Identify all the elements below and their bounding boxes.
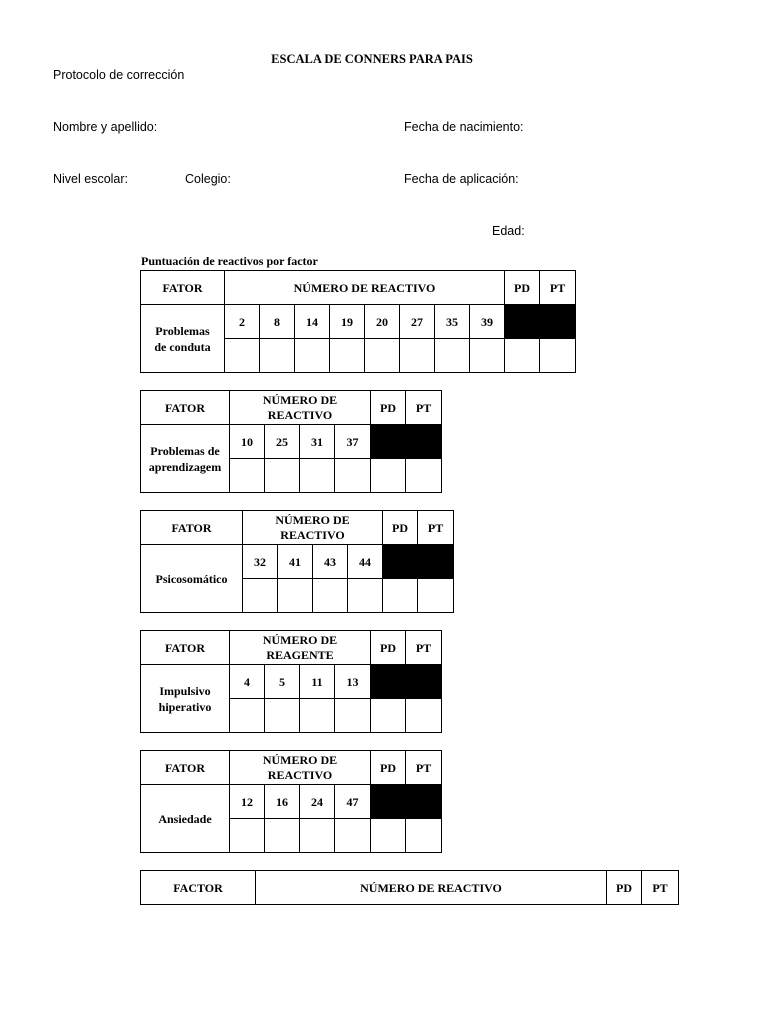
score-cell[interactable]: [225, 339, 260, 373]
item-number: 47: [335, 785, 371, 819]
item-number: 5: [265, 665, 300, 699]
age-field-label: Edad:: [492, 224, 525, 238]
header-pd: PD: [383, 511, 418, 545]
score-cell[interactable]: [335, 819, 371, 853]
score-cell[interactable]: [365, 339, 400, 373]
application-date-field-label: Fecha de aplicación:: [404, 172, 519, 186]
header-pt: PT: [642, 871, 679, 905]
item-number: 24: [300, 785, 335, 819]
header-factor: FATOR: [141, 511, 243, 545]
item-number: 20: [365, 305, 400, 339]
shaded-cell: [505, 305, 540, 339]
score-cell[interactable]: [335, 699, 371, 733]
header-item-numbers: NÚMERO DE REACTIVO: [225, 271, 505, 305]
item-number: 37: [335, 425, 371, 459]
score-cell[interactable]: [295, 339, 330, 373]
item-number: 27: [400, 305, 435, 339]
pd-score-cell[interactable]: [371, 819, 406, 853]
item-number: 19: [330, 305, 365, 339]
score-cell[interactable]: [348, 579, 383, 613]
score-cell[interactable]: [265, 819, 300, 853]
item-number: 12: [230, 785, 265, 819]
item-number: 41: [278, 545, 313, 579]
shaded-cell: [406, 665, 442, 699]
score-cell[interactable]: [230, 819, 265, 853]
factor-table-anxiety: [140, 750, 442, 853]
item-number: 43: [313, 545, 348, 579]
header-factor: FATOR: [141, 631, 230, 665]
factor-table-conduct: [140, 270, 576, 373]
item-number: 39: [470, 305, 505, 339]
item-number: 4: [230, 665, 265, 699]
item-number: 35: [435, 305, 470, 339]
score-cell[interactable]: [335, 459, 371, 493]
pt-score-cell[interactable]: [406, 699, 442, 733]
factor-name: Problemas de aprendizagem: [141, 425, 230, 493]
score-cell[interactable]: [243, 579, 278, 613]
item-number: 10: [230, 425, 265, 459]
shaded-cell: [371, 425, 406, 459]
score-cell[interactable]: [400, 339, 435, 373]
factor-table-learning: [140, 390, 442, 493]
score-cell[interactable]: [313, 579, 348, 613]
shaded-cell: [383, 545, 418, 579]
pd-score-cell[interactable]: [505, 339, 540, 373]
item-number: 16: [265, 785, 300, 819]
header-factor: FACTOR: [141, 871, 256, 905]
score-cell[interactable]: [260, 339, 295, 373]
shaded-cell: [371, 785, 406, 819]
section-title: Puntuación de reactivos por factor: [141, 254, 318, 268]
item-number: 11: [300, 665, 335, 699]
document-title: ESCALA DE CONNERS PARA PAIS: [271, 52, 473, 66]
header-pd: PD: [607, 871, 642, 905]
score-cell[interactable]: [300, 459, 335, 493]
shaded-cell: [540, 305, 576, 339]
item-number: 14: [295, 305, 330, 339]
factor-table-header-only: [140, 870, 679, 905]
name-field-label: Nombre y apellido:: [53, 120, 158, 134]
header-item-numbers: NÚMERO DE REACTIVO: [256, 871, 607, 905]
header-item-numbers: NÚMERO DE REACTIVO: [243, 511, 383, 545]
shaded-cell: [418, 545, 454, 579]
item-number: 31: [300, 425, 335, 459]
item-number: 25: [265, 425, 300, 459]
header-factor: FATOR: [141, 271, 225, 305]
score-cell[interactable]: [278, 579, 313, 613]
factor-name: Impulsivo hiperativo: [141, 665, 230, 733]
pt-score-cell[interactable]: [418, 579, 454, 613]
score-cell[interactable]: [230, 459, 265, 493]
item-number: 32: [243, 545, 278, 579]
school-level-field-label: Nivel escolar:: [53, 172, 129, 186]
factor-name: Problemas de conduta: [141, 305, 225, 373]
pd-score-cell[interactable]: [383, 579, 418, 613]
score-cell[interactable]: [265, 459, 300, 493]
shaded-cell: [371, 665, 406, 699]
score-cell[interactable]: [265, 699, 300, 733]
pt-score-cell[interactable]: [406, 459, 442, 493]
score-cell[interactable]: [330, 339, 365, 373]
item-number: 44: [348, 545, 383, 579]
shaded-cell: [406, 425, 442, 459]
header-pt: PT: [406, 751, 442, 785]
header-pt: PT: [406, 391, 442, 425]
shaded-cell: [406, 785, 442, 819]
item-number: 13: [335, 665, 371, 699]
header-item-numbers: NÚMERO DE REACTIVO: [230, 391, 371, 425]
pt-score-cell[interactable]: [540, 339, 576, 373]
factor-table-psychosomatic: [140, 510, 454, 613]
header-item-numbers: NÚMERO DE REAGENTE: [230, 631, 371, 665]
header-pd: PD: [371, 391, 406, 425]
header-pd: PD: [371, 631, 406, 665]
birthdate-field-label: Fecha de nacimiento:: [404, 120, 524, 134]
header-pd: PD: [371, 751, 406, 785]
score-cell[interactable]: [300, 819, 335, 853]
factor-name: Ansiedade: [141, 785, 230, 853]
factor-name: Psicosomático: [141, 545, 243, 613]
header-factor: FATOR: [141, 391, 230, 425]
header-factor: FATOR: [141, 751, 230, 785]
header-pt: PT: [540, 271, 576, 305]
protocol-subtitle: Protocolo de corrección: [53, 68, 185, 82]
header-pd: PD: [505, 271, 540, 305]
score-cell[interactable]: [230, 699, 265, 733]
header-item-numbers: NÚMERO DE REACTIVO: [230, 751, 371, 785]
pt-score-cell[interactable]: [406, 819, 442, 853]
pd-score-cell[interactable]: [371, 459, 406, 493]
school-field-label: Colegio:: [185, 172, 231, 186]
factor-table-impulsive: [140, 630, 442, 733]
score-cell[interactable]: [470, 339, 505, 373]
item-number: 8: [260, 305, 295, 339]
header-pt: PT: [406, 631, 442, 665]
score-cell[interactable]: [300, 699, 335, 733]
pd-score-cell[interactable]: [371, 699, 406, 733]
item-number: 2: [225, 305, 260, 339]
score-cell[interactable]: [435, 339, 470, 373]
header-pt: PT: [418, 511, 454, 545]
